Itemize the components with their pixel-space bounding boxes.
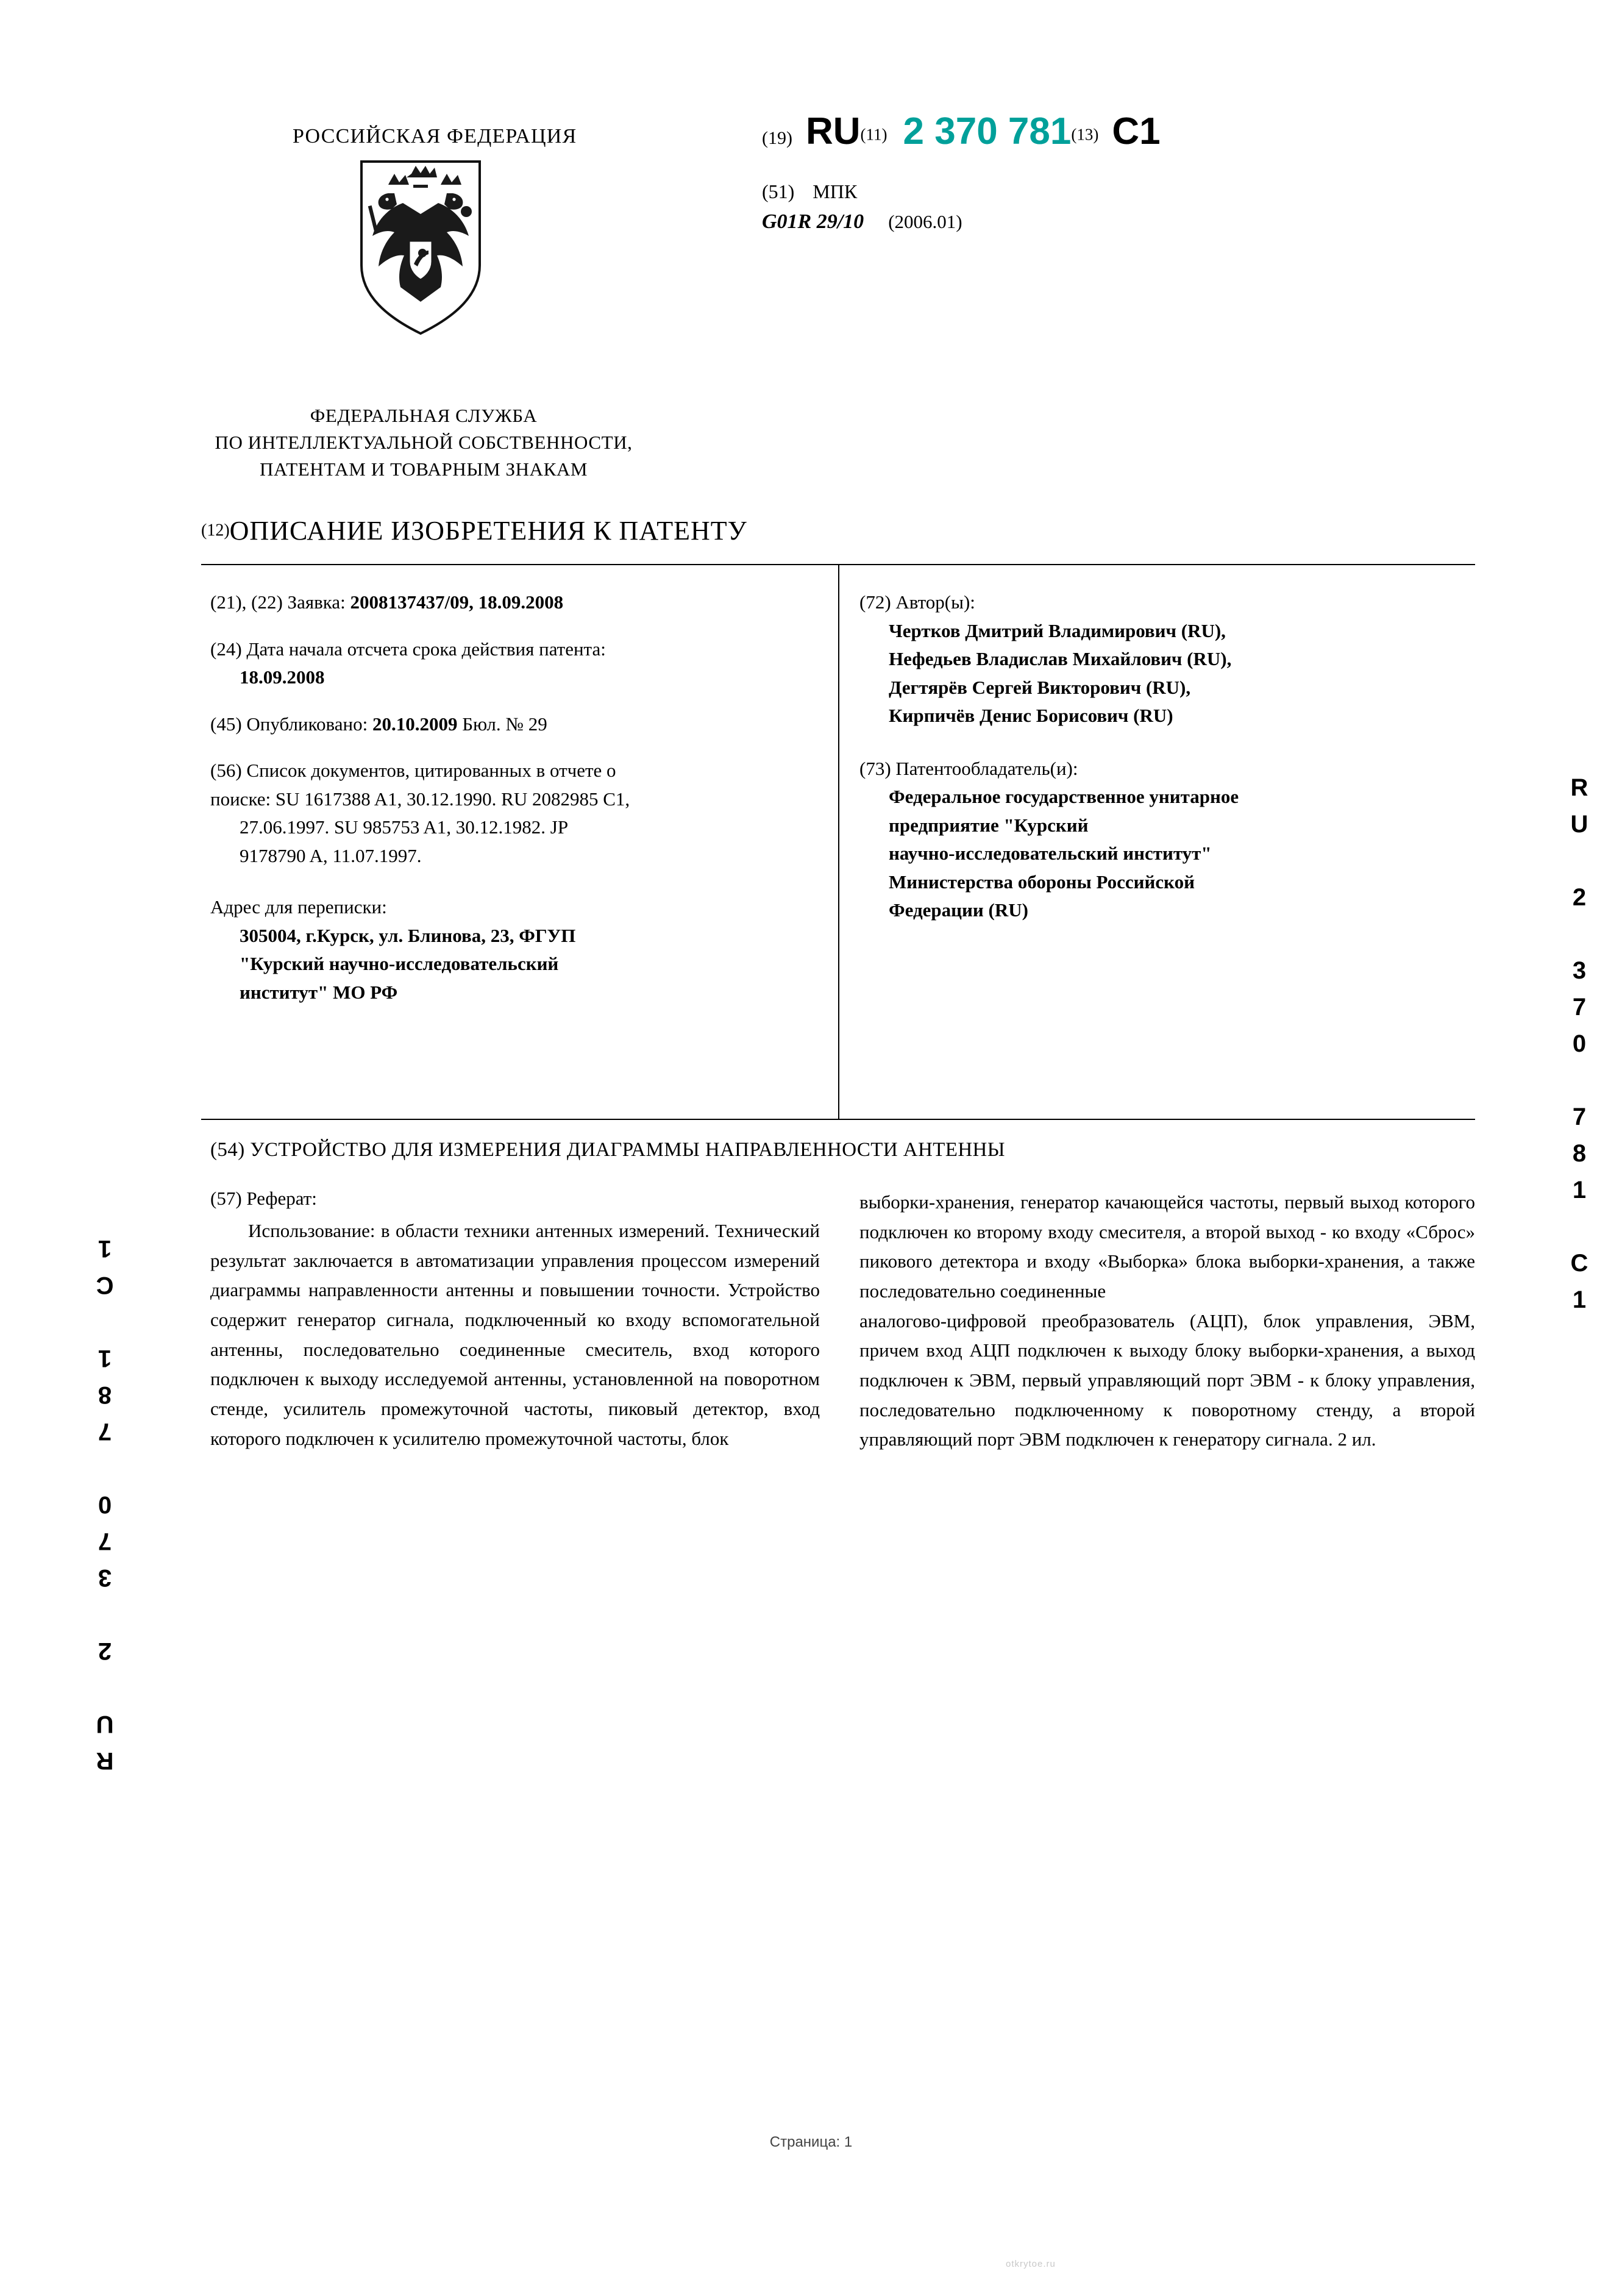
coat-of-arms-icon (350, 155, 491, 338)
side-code-right: RU 2 370 781 C1 (1566, 774, 1593, 1323)
agency-line-3: ПАТЕНТАМ И ТОВАРНЫМ ЗНАКАМ (259, 458, 588, 480)
references-code: (56) Список документов, цитированных в отчете о (210, 760, 616, 781)
abstract-column-left (210, 1216, 820, 1453)
application-code: (21), (22) Заявка: (210, 591, 346, 613)
document-type-title (201, 515, 1475, 546)
ipc-label: МПК (813, 180, 858, 202)
published-bulletin: Бюл. № 29 (462, 713, 547, 735)
references-line-1: поиске: SU 1617388 A1, 30.12.1990. RU 2082985 C1, (210, 788, 630, 810)
country-code: RU (805, 110, 861, 152)
abstract-column-right (859, 1188, 1475, 1455)
assignee-line: Федерации (RU) (889, 899, 1028, 921)
references-line-2: 27.06.1997. SU 985753 A1, 30.12.1982. JP (240, 816, 569, 838)
ipc-block (762, 177, 962, 237)
bibliography-right-column (859, 588, 1475, 943)
invention-title (210, 1139, 1475, 1161)
author-name: Кирпичёв Денис Борисович (RU) (889, 705, 1173, 726)
authors-block (859, 588, 1475, 730)
code-12: (12) (201, 521, 230, 540)
priority-start-code: (24) Дата начала отсчета срока действия патента: (210, 638, 606, 660)
side-code-left: RU 2 370 781 C1 (91, 1225, 118, 1774)
correspondence-label: Адрес для переписки: (210, 896, 387, 918)
abstract-text-right-1: выборки-хранения, генератор качающейся частоты, первый выход которого подключен ко второму входу смесителя, а второй выход - ко входу «Сброс» пикового детектора и входу «Выборка» блока выборки-хранения, а также последовательно соединенные (859, 1191, 1475, 1302)
ipc-header (762, 177, 962, 206)
divider-bottom (201, 1119, 1475, 1120)
agency-line-1: ФЕДЕРАЛЬНАЯ СЛУЖБА (310, 405, 538, 426)
ipc-values (762, 206, 962, 237)
code-19: (19) (762, 128, 792, 148)
published-block (210, 710, 823, 739)
code-11: (11) (860, 125, 887, 144)
correspondence-block (210, 893, 823, 1007)
application-value: 2008137437/09, 18.09.2008 (350, 591, 564, 613)
agency-name (183, 402, 664, 483)
agency-line-2: ПО ИНТЕЛЛЕКТУАЛЬНОЙ СОБСТВЕННОСТИ, (215, 432, 633, 454)
assignee-line: Министерства обороны Российской (889, 871, 1195, 893)
assignee-block (859, 755, 1475, 925)
abstract-label: (57) Реферат: (210, 1188, 317, 1209)
abstract-text-right-2: аналогово-цифровой преобразователь (АЦП), блок управления, ЭВМ, причем вход АЦП подключен к выходу блоку выборки-хранения, а выход подключен к ЭВМ, первый управляющий порт ЭВМ - к блоку управления, последовательно подключенному к поворотному стенду, а второй управляющий порт ЭВМ подключен к генератору сигнала. 2 ил. (859, 1310, 1475, 1450)
patent-number-line (762, 110, 1161, 153)
abstract-text-left: Использование: в области техники антенных измерений. Технический результат заключается в автоматизации управления процессом измерений диаграммы направленности антенны и повышении точности. Устройство содержит генератор сигнала, подключенный ко входу вспомогательной антенны, последовательно соединенные смеситель, вход которого подключен к выходу исследуемой антенны, установленной на поворотном стенде, усилитель промежуточной частоты, пиковый детектор, вход которого подключен к усилителю промежуточной частоты, блок (210, 1220, 820, 1449)
authors-code: (72) Автор(ы): (859, 591, 975, 613)
bibliography-left-column (210, 588, 823, 1025)
assignee-line: Федеральное государственное унитарное (889, 786, 1239, 807)
kind-code: C1 (1112, 110, 1161, 152)
published-date: 20.10.2009 (372, 713, 458, 735)
patent-number: 2 370 781 (903, 110, 1072, 152)
application-block (210, 588, 823, 617)
invention-title-text: УСТРОЙСТВО ДЛЯ ИЗМЕРЕНИЯ ДИАГРАММЫ НАПРАВЛЕННОСТИ АНТЕННЫ (250, 1139, 1005, 1161)
page-footer: Страница: 1 (769, 2134, 853, 2150)
author-name: Нефедьев Владислав Михайлович (RU), (889, 648, 1232, 669)
ipc-class: G01R 29/10 (762, 210, 864, 233)
priority-start-value: 18.09.2008 (240, 666, 325, 688)
assignee-line: предприятие "Курский (889, 814, 1089, 836)
correspondence-line-1: 305004, г.Курск, ул. Блинова, 23, ФГУП (240, 924, 576, 946)
author-name: Дегтярёв Сергей Викторович (RU), (889, 676, 1191, 698)
ipc-version: (2006.01) (888, 211, 962, 232)
code-51: (51) (762, 180, 795, 202)
references-block (210, 757, 823, 870)
divider-vertical (838, 564, 839, 1119)
priority-start-block (210, 635, 823, 692)
federation-label: РОССИЙСКАЯ ФЕДЕРАЦИЯ (293, 125, 577, 148)
code-13: (13) (1071, 125, 1099, 144)
correspondence-line-2: "Курский научно-исследовательский (240, 953, 559, 974)
code-54: (54) (210, 1139, 245, 1161)
published-code: (45) Опубликовано: (210, 713, 368, 735)
correspondence-line-3: институт" МО РФ (240, 981, 398, 1003)
doc-title-text: ОПИСАНИЕ ИЗОБРЕТЕНИЯ К ПАТЕНТУ (229, 516, 747, 546)
assignee-line: научно-исследовательский институт" (889, 843, 1212, 864)
assignee-code: (73) Патентообладатель(и): (859, 757, 1078, 779)
author-name: Чертков Дмитрий Владимирович (RU), (889, 619, 1226, 641)
references-line-3: 9178790 A, 11.07.1997. (240, 844, 422, 866)
watermark-text: otkrytoe.ru (1006, 2259, 1056, 2269)
